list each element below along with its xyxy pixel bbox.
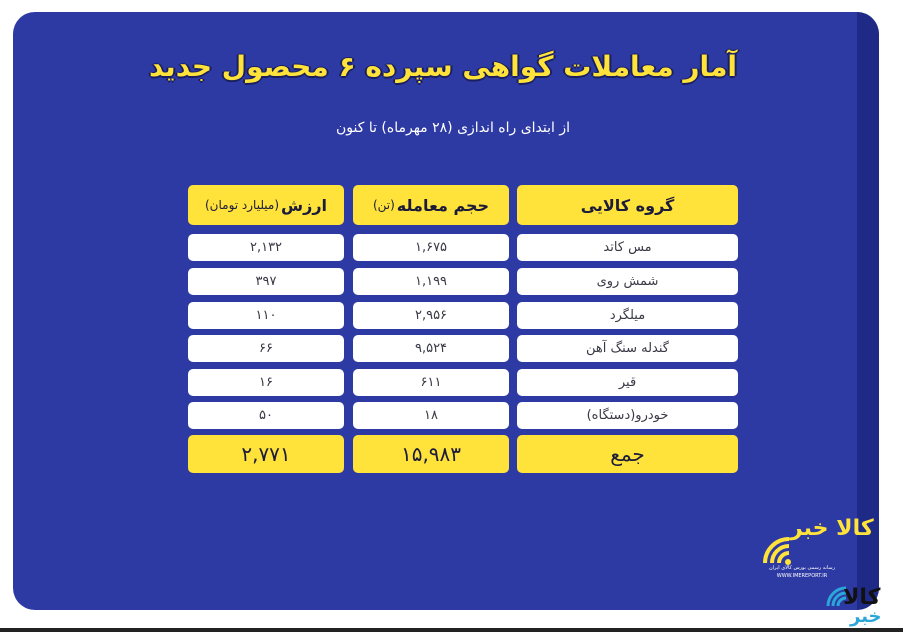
header-volume-unit: (تن) [372,198,395,212]
total-label: جمع [517,435,738,473]
cell-value: ۳۹۷ [188,268,344,295]
cell-volume: ۶۱۱ [353,369,509,396]
table-row [176,402,738,429]
table-row [176,268,738,295]
header-value-unit: (میلیارد تومان) [204,198,280,212]
infographic-subtitle: از ابتدای راه اندازی (۲۸ مهرماه) تا کنون [335,120,571,136]
cell-group: گندله سنگ آهن [517,335,738,362]
watermark-text-bottom: خبر [850,606,882,627]
cell-group: خودرو(دستگاه) [517,402,738,429]
cell-group: شمش روی [517,268,738,295]
header-volume [353,185,509,225]
total-volume: ۱۵,۹۸۳ [353,435,509,473]
table-row [176,369,738,396]
header-volume-label: حجم معامله [396,195,490,215]
table-row [176,302,738,329]
infographic-title: آمار معاملات گواهی سپرده ۶ محصول جدید [149,50,737,83]
cell-value: ۱۱۰ [188,302,344,329]
cell-value: ۲,۱۳۲ [188,234,344,261]
logo-url: WWW.IMEREPORT.IR [776,573,828,579]
logo-caption: رسانه رسمی بورس کالای ایران [769,565,835,571]
cell-volume: ۱,۱۹۹ [353,268,509,295]
header-value-label: ارزش [281,195,328,215]
header-group: گروه کالایی [517,185,738,225]
cell-value: ۵۰ [188,402,344,429]
infographic-card [13,12,879,610]
logo-name: کالا خبر [790,516,874,541]
cell-volume: ۲,۹۵۶ [353,302,509,329]
cell-volume: ۱۸ [353,402,509,429]
cell-group: میلگرد [517,302,738,329]
table-header-row [176,185,738,225]
cell-value: ۱۶ [188,369,344,396]
table-row [176,335,738,362]
cell-volume: ۱,۶۷۵ [353,234,509,261]
total-value: ۲,۷۷۱ [188,435,344,473]
cell-volume: ۹,۵۲۴ [353,335,509,362]
watermark-text-top: کالا [843,585,881,610]
table-total-row [176,435,738,473]
cell-group: مس کاتد [517,234,738,261]
cell-group: قیر [517,369,738,396]
header-value [188,185,344,225]
table-row [176,234,738,261]
bottom-border [0,628,903,632]
cell-value: ۶۶ [188,335,344,362]
